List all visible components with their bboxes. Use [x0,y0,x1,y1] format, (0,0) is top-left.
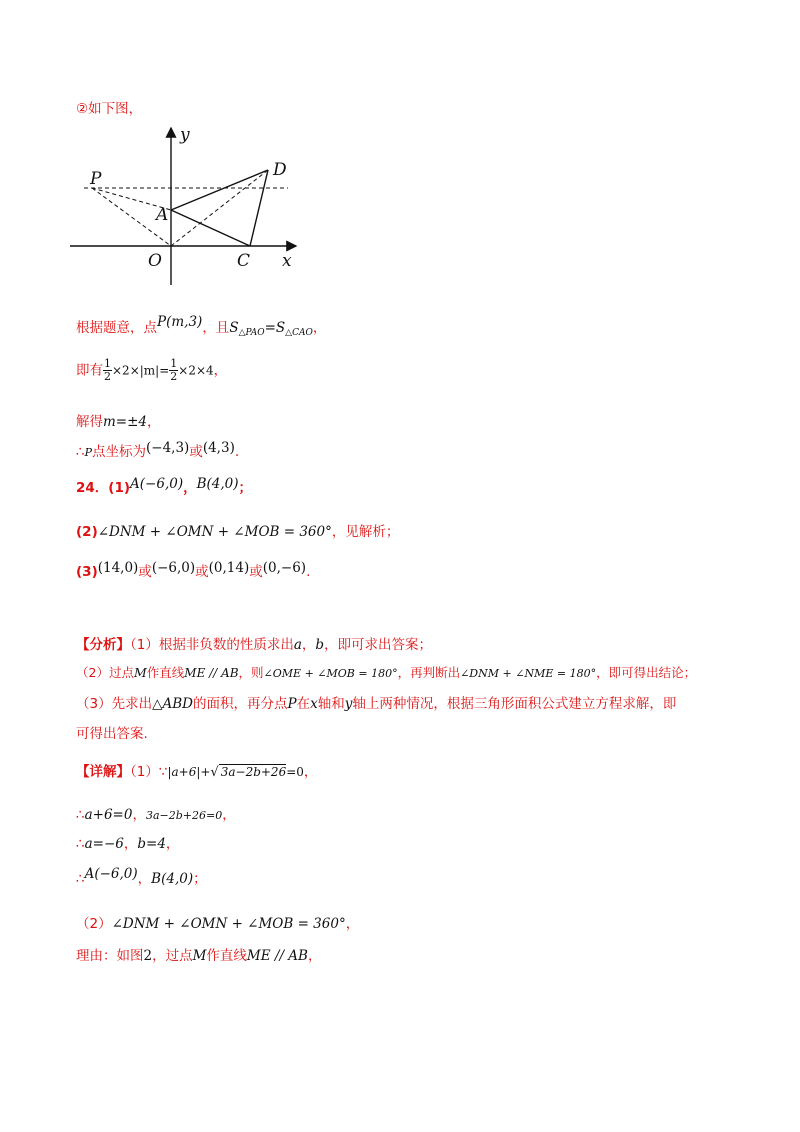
text: 的面积，再分点 [192,696,288,712]
text: ， [301,637,316,653]
text: ，过点 [152,948,193,964]
text: ， [183,480,197,496]
text: ，即可求出答案； [324,637,433,653]
analysis-line-4: 可得出答案. [76,726,148,742]
text: ，且 [202,320,230,336]
text: ， [165,836,180,852]
coordinate-figure [70,120,310,285]
text: ，再判断出 [397,665,461,680]
solution-line-3 [76,410,161,430]
expression: m=±4 [103,414,148,430]
equation: b=4 [137,836,166,852]
text: ； [193,871,207,887]
coordinate: (0,−6) [262,560,307,576]
coordinate: (−6,0) [151,560,196,576]
area-symbol: S [229,320,239,336]
equals: = [264,320,276,336]
detail-line-5 [76,912,359,932]
angle-equation: ∠DNM + ∠OMN + ∠MOB = 360° [111,916,346,932]
text: 轴上两种情况，根据三角形面积公式建立方程求解，即 [352,696,677,712]
analysis-line-1 [76,633,432,653]
text: ∴ [76,836,85,852]
point-A: A(−6,0) [84,866,138,882]
equation: a=−6 [84,836,124,852]
text: ， [132,807,146,823]
text: ∴ [76,871,85,887]
question-label: (3) [76,564,98,580]
angle-equation: ∠DNM + ∠OMN + ∠MOB = 360° [97,524,332,540]
point-P: P(m,3) [157,314,203,330]
text: 点坐标为 [92,444,146,460]
text: 作直线 [146,665,185,680]
dashed-segment-OD [171,170,268,246]
question-label: 24．(1) [76,480,131,496]
point-P: P [84,446,92,459]
text: 或 [195,564,209,580]
detail-line-1 [76,760,317,780]
section-heading: ②如下图， [76,101,143,117]
fraction-half: $\frac{1}{2}$ [104,357,111,383]
text: . [306,564,311,580]
text: 轴和 [317,696,345,712]
text: 或 [189,444,203,460]
text: 作直线 [206,948,247,964]
text: ， [312,320,327,336]
fraction-half: $\frac{1}{2}$ [170,357,178,383]
text: ， [147,414,161,430]
text: 即有 [76,362,103,379]
detail-line-3 [76,832,179,852]
text: 解得 [76,414,103,430]
equation: 3a−2b+26=0 [145,809,223,822]
solution-line-4 [76,440,239,460]
angle-equation: ∠DNM + ∠NME = 180° [460,667,597,680]
label-y: y [180,125,190,145]
text: 根据题意，点 [76,320,157,336]
solution-line-1 [76,314,326,338]
text: （2）过点 [76,665,134,680]
text: （2） [76,916,112,932]
triangle-ABD: △ABD [152,696,193,712]
text: 在 [296,696,311,712]
axis-x: x [310,696,318,712]
text: ， [303,764,318,780]
line-ME-AB: ME // AB [246,948,308,964]
text: 理由：如图 [76,948,144,964]
area-subscript: △PAO [238,328,265,338]
label-P: P [90,169,102,189]
text: 或 [249,564,263,580]
point-A: A(−6,0) [130,476,184,492]
sqrt-radicand: 3a−2b+26 [220,765,287,779]
text: ，则 [238,665,264,680]
point-M: M [133,665,147,680]
text: ； [238,480,253,496]
figure-number: 2 [143,948,153,964]
equation: a+6=0 [84,807,133,823]
analysis-tag: 【分析】 [76,637,130,653]
text: ， [137,871,152,887]
text: ∴ [76,807,85,823]
label-D: D [273,160,287,180]
text: （1）∵ [130,764,168,780]
text: ，即可得出结论； [596,665,697,680]
coordinate: (0,14) [208,560,250,576]
text: ， [213,362,228,379]
question-label: (2) [76,524,98,540]
label-C: C [237,251,251,271]
point-M: M [192,948,207,964]
var-b: b [315,637,325,653]
segment-DC [250,170,268,246]
sqrt-sign: √ [210,765,219,780]
answer-24-1 [76,476,252,496]
answer-24-3 [76,560,310,580]
label-x: x [282,251,292,271]
area-subscript: △CAO [285,328,313,338]
answer-24-2 [76,520,399,540]
text: （1）根据非负数的性质求出 [130,637,294,653]
point-B: B(4,0) [196,476,239,492]
text: ，见解析； [331,524,400,540]
detail-line-4 [76,866,207,887]
analysis-line-3 [76,692,676,712]
analysis-line-2 [76,663,696,681]
var-a: a [293,637,302,653]
point-B: B(4,0) [151,871,194,887]
point-P: P [287,696,297,712]
coordinate: (4,3) [202,440,235,456]
text: ， [222,807,236,823]
angle-equation: ∠OME + ∠MOB = 180° [263,667,398,680]
expression: |a+6|+ [167,765,211,779]
axis-y: y [344,696,353,712]
line-ME-AB: ME // AB [184,666,239,680]
text: ∴ [76,444,85,460]
detail-tag: 【详解】 [76,764,130,780]
coordinate: (14,0) [97,560,139,576]
text: （3）先求出 [76,696,153,712]
expression: ×2×4 [178,363,214,378]
area-symbol: S [275,320,286,336]
text: ， [345,916,360,932]
segment-AD [171,170,268,210]
detail-line-2 [76,803,236,823]
text: ， [123,836,138,852]
text: ， [307,948,322,964]
label-A: A [156,205,169,225]
label-O: O [148,251,162,271]
coordinate: (−4,3) [146,440,190,456]
detail-line-6 [76,944,321,964]
solution-line-2 [76,358,227,383]
text: 或 [138,564,152,580]
expression: =0 [286,765,304,779]
text: . [234,444,240,460]
expression: ×2×|m|= [112,363,170,378]
